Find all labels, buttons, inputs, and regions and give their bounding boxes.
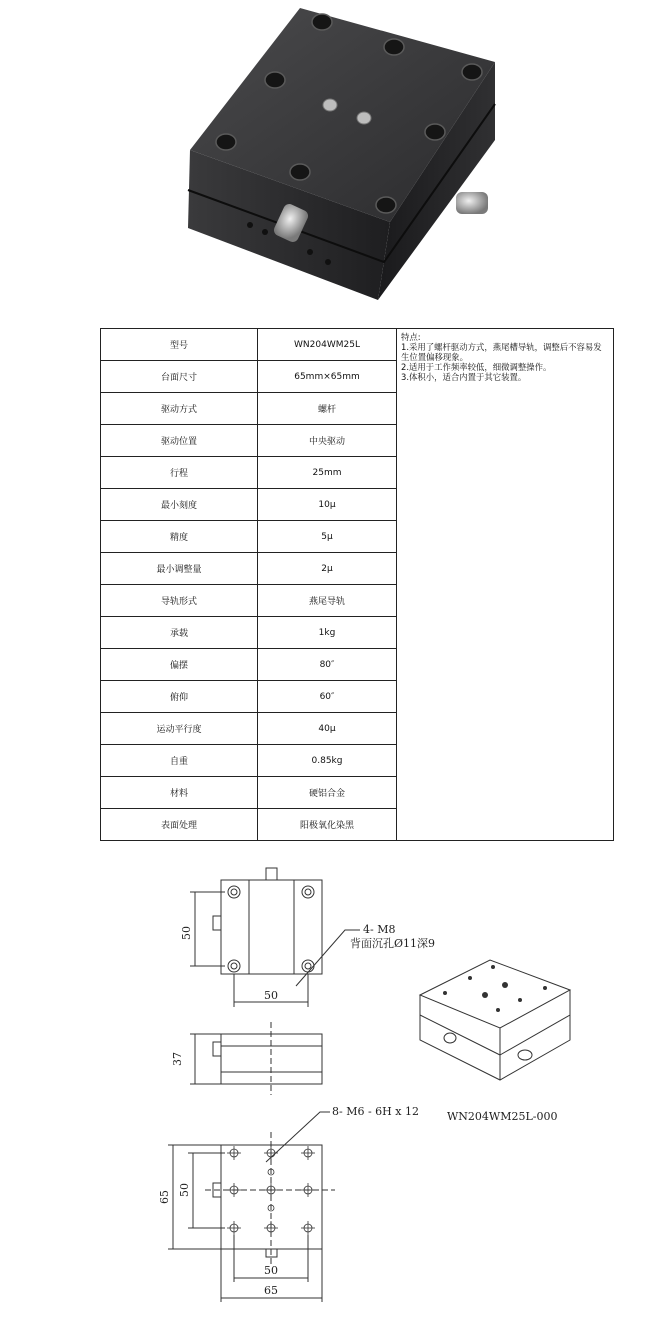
bottom-view-hole-note: 8- M6 - 6H x 12 [332, 1105, 419, 1118]
top-view-width-dim: 50 [264, 989, 278, 1002]
spec-label: 型号 [101, 329, 258, 361]
spec-label: 表面处理 [101, 809, 258, 841]
spec-label: 承载 [101, 617, 258, 649]
spec-label: 俯仰 [101, 681, 258, 713]
features-cell [397, 329, 614, 841]
top-view-hole-note: 4- M8 [363, 923, 396, 936]
iso-view-caption: WN204WM25L-000 [447, 1110, 558, 1123]
spec-value: 硬铝合金 [258, 777, 397, 809]
spec-label: 导轨形式 [101, 585, 258, 617]
feature-item: 3.体积小，适合内置于其它装置。 [401, 372, 527, 382]
spec-label: 偏摆 [101, 649, 258, 681]
spec-label: 台面尺寸 [101, 361, 258, 393]
bottom-view-outer-width-dim: 65 [264, 1284, 278, 1297]
spec-value: 0.85kg [258, 745, 397, 777]
spec-value: 10μ [258, 489, 397, 521]
spec-value: 60″ [258, 681, 397, 713]
spec-value: 80″ [258, 649, 397, 681]
table-row [101, 329, 614, 361]
top-view-counterbore-note: 背面沉孔Ø11深9 [350, 937, 436, 950]
top-view-height-dim: 50 [180, 926, 193, 940]
spec-value: 65mm×65mm [258, 361, 397, 393]
feature-item: 1.采用了螺杆驱动方式，燕尾槽导轨，调整后不容易发生位置偏移现象。 [401, 342, 602, 362]
bottom-view-inner-width-dim: 50 [264, 1264, 278, 1277]
technical-drawing [0, 850, 668, 1317]
product-photo [150, 0, 520, 325]
feature-item: 2.适用于工作频率较低，细微调整操作。 [401, 362, 552, 372]
spec-value: 2μ [258, 553, 397, 585]
bottom-view-outer-height-dim: 65 [158, 1190, 171, 1204]
spec-label: 最小调整量 [101, 553, 258, 585]
spec-value: 40μ [258, 713, 397, 745]
side-view-height-dim: 37 [171, 1052, 184, 1066]
spec-value: 1kg [258, 617, 397, 649]
spec-label: 材料 [101, 777, 258, 809]
bottom-view-inner-height-dim: 50 [178, 1183, 191, 1197]
spec-label: 行程 [101, 457, 258, 489]
spec-value: 中央驱动 [258, 425, 397, 457]
spec-value: 5μ [258, 521, 397, 553]
spec-table [100, 328, 614, 841]
features-title: 特点: [401, 332, 421, 342]
spec-value: 25mm [258, 457, 397, 489]
spec-value: 阳极氧化染黑 [258, 809, 397, 841]
spec-value: 螺杆 [258, 393, 397, 425]
spec-value: WN204WM25L [258, 329, 397, 361]
spec-label: 自重 [101, 745, 258, 777]
spec-value: 燕尾导轨 [258, 585, 397, 617]
iso-view-outline [420, 960, 570, 1028]
spec-label: 驱动位置 [101, 425, 258, 457]
spec-label: 运动平行度 [101, 713, 258, 745]
spec-label: 精度 [101, 521, 258, 553]
spec-label: 最小刻度 [101, 489, 258, 521]
spec-label: 驱动方式 [101, 393, 258, 425]
